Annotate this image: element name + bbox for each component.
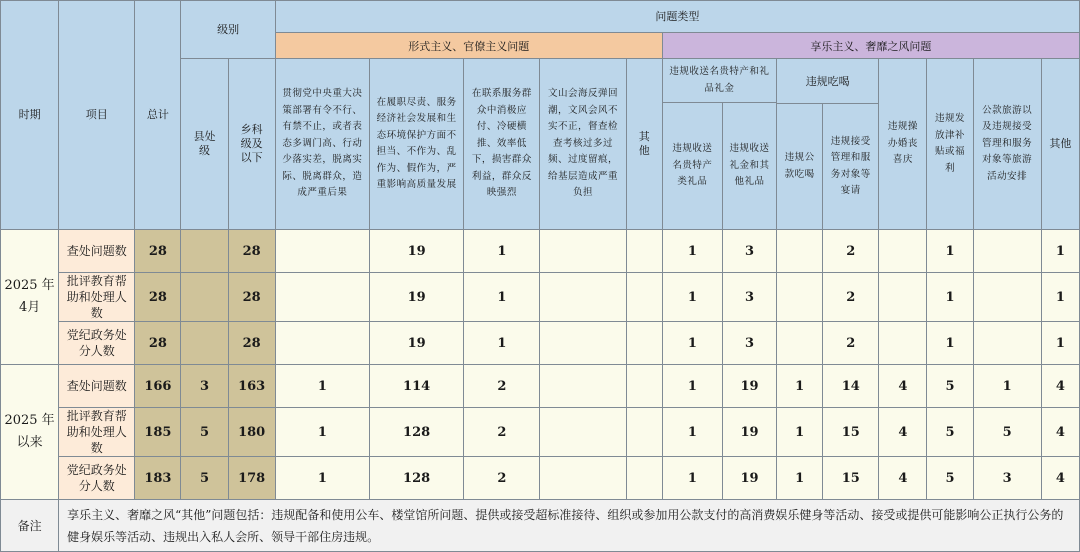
value-cell: 128 <box>369 408 463 457</box>
value-cell <box>626 273 662 322</box>
value-cell: 2 <box>823 230 879 273</box>
value-cell <box>540 230 626 273</box>
period-cell: 2025 年 4月 <box>1 230 59 365</box>
township-cell: 180 <box>228 408 275 457</box>
value-cell: 4 <box>1041 408 1079 457</box>
value-cell: 1 <box>662 230 722 273</box>
value-cell <box>879 273 927 322</box>
value-cell <box>540 273 626 322</box>
note-label: 备注 <box>1 500 59 552</box>
value-cell: 1 <box>927 273 973 322</box>
header-gifts-col-specialty: 违规收送名贵特产类礼品 <box>662 103 722 230</box>
value-cell: 5 <box>927 365 973 408</box>
value-cell: 15 <box>823 408 879 457</box>
value-cell <box>626 408 662 457</box>
header-hedonism-col-weddings: 违规操办婚丧喜庆 <box>879 59 927 230</box>
table-row <box>1 230 1080 273</box>
value-cell <box>626 230 662 273</box>
value-cell <box>626 457 662 500</box>
item-cell: 查处问题数 <box>59 365 135 408</box>
value-cell: 1 <box>464 230 540 273</box>
table-row <box>1 365 1080 408</box>
header-dining-group: 违规吃喝 <box>777 59 879 104</box>
header-level-county: 县处级 <box>181 59 228 230</box>
value-cell: 1 <box>464 273 540 322</box>
value-cell: 14 <box>823 365 879 408</box>
value-cell <box>626 322 662 365</box>
value-cell <box>626 365 662 408</box>
township-cell: 178 <box>228 457 275 500</box>
header-formalism-col-4: 文山会海反弹回潮，文风会风不实不正，督查检查考核过多过频、过度留痕，给基层造成严重负担 <box>540 59 626 230</box>
county-cell <box>181 230 228 273</box>
county-cell <box>181 322 228 365</box>
header-formalism-col-2: 在履职尽责、服务经济社会发展和生态环境保护方面不担当、不作为、乱作为、假作为，严重影响高质量发展 <box>369 59 463 230</box>
value-cell: 4 <box>1041 457 1079 500</box>
value-cell: 1 <box>464 322 540 365</box>
total-cell: 185 <box>135 408 181 457</box>
value-cell: 1 <box>777 408 823 457</box>
township-cell: 28 <box>228 322 275 365</box>
table-row <box>1 408 1080 457</box>
header-hedonism-col-travel: 公款旅游以及违规接受管理和服务对象等旅游活动安排 <box>973 59 1041 230</box>
header-formalism-col-3: 在联系服务群众中消极应付、冷硬横推、效率低下，损害群众利益，群众反映强烈 <box>464 59 540 230</box>
value-cell: 1 <box>662 408 722 457</box>
value-cell: 5 <box>927 408 973 457</box>
value-cell: 1 <box>275 457 369 500</box>
header-period: 时期 <box>1 1 59 230</box>
item-cell: 批评教育帮助和处理人数 <box>59 408 135 457</box>
value-cell: 128 <box>369 457 463 500</box>
header-total: 总计 <box>135 1 181 230</box>
value-cell: 1 <box>275 365 369 408</box>
value-cell: 3 <box>722 273 776 322</box>
value-cell: 19 <box>722 408 776 457</box>
county-cell: 3 <box>181 365 228 408</box>
value-cell <box>540 457 626 500</box>
item-cell: 批评教育帮助和处理人数 <box>59 273 135 322</box>
period-cell: 2025 年 以来 <box>1 365 59 500</box>
header-formalism-group: 形式主义、官僚主义问题 <box>275 33 662 59</box>
value-cell: 3 <box>973 457 1041 500</box>
total-cell: 28 <box>135 230 181 273</box>
township-cell: 28 <box>228 230 275 273</box>
value-cell: 1 <box>1041 273 1079 322</box>
table-row <box>1 457 1080 500</box>
total-cell: 28 <box>135 322 181 365</box>
value-cell <box>777 230 823 273</box>
value-cell <box>777 273 823 322</box>
header-dining-col-banquet: 违规接受管理和服务对象等宴请 <box>823 104 879 230</box>
header-dining-col-public: 违规公款吃喝 <box>777 104 823 230</box>
value-cell <box>973 230 1041 273</box>
header-item: 项目 <box>59 1 135 230</box>
header-gifts-col-cash: 违规收送礼金和其他礼品 <box>722 103 776 230</box>
value-cell: 1 <box>1041 230 1079 273</box>
value-cell <box>540 365 626 408</box>
value-cell <box>540 322 626 365</box>
item-cell: 党纪政务处分人数 <box>59 457 135 500</box>
note-text: 享乐主义、奢靡之风“其他”问题包括：违规配备和使用公车、楼堂馆所问题、提供或接受超标准接待、组织或参加用公款支付的高消费娱乐健身等活动、接受或提供可能影响公正执行公务的健身娱乐等活动、违规出入私人会所、领导干部住房违规。 <box>59 500 1080 552</box>
value-cell: 19 <box>369 230 463 273</box>
header-level-township: 乡科级及以下 <box>228 59 275 230</box>
value-cell: 2 <box>823 273 879 322</box>
county-cell: 5 <box>181 408 228 457</box>
value-cell: 4 <box>879 408 927 457</box>
total-cell: 28 <box>135 273 181 322</box>
township-cell: 163 <box>228 365 275 408</box>
value-cell: 114 <box>369 365 463 408</box>
value-cell: 1 <box>662 322 722 365</box>
county-cell: 5 <box>181 457 228 500</box>
value-cell: 1 <box>777 457 823 500</box>
value-cell: 3 <box>722 322 776 365</box>
county-cell <box>181 273 228 322</box>
value-cell <box>275 322 369 365</box>
header-gifts-group: 违规收送名贵特产和礼品礼金 <box>662 59 776 103</box>
value-cell: 1 <box>662 365 722 408</box>
value-cell: 4 <box>1041 365 1079 408</box>
value-cell: 19 <box>722 365 776 408</box>
note-row <box>1 500 1080 552</box>
value-cell <box>973 273 1041 322</box>
header-hedonism-col-other: 其他 <box>1041 59 1079 230</box>
header-formalism-col-1: 贯彻党中央重大决策部署有令不行、有禁不止，或者表态多调门高、行动少落实差，脱离实际、脱离群众，造成严重后果 <box>275 59 369 230</box>
item-cell: 党纪政务处分人数 <box>59 322 135 365</box>
header-hedonism-group: 享乐主义、奢靡之风问题 <box>662 33 1079 59</box>
township-cell: 28 <box>228 273 275 322</box>
total-cell: 166 <box>135 365 181 408</box>
value-cell <box>879 322 927 365</box>
value-cell: 4 <box>879 457 927 500</box>
value-cell: 4 <box>879 365 927 408</box>
value-cell <box>275 230 369 273</box>
value-cell: 2 <box>464 408 540 457</box>
value-cell: 1 <box>1041 322 1079 365</box>
value-cell: 1 <box>927 230 973 273</box>
value-cell <box>540 408 626 457</box>
value-cell: 1 <box>777 365 823 408</box>
value-cell: 1 <box>662 273 722 322</box>
value-cell: 19 <box>369 273 463 322</box>
value-cell: 3 <box>722 230 776 273</box>
value-cell: 1 <box>662 457 722 500</box>
value-cell: 1 <box>275 408 369 457</box>
header-problem-type: 问题类型 <box>275 1 1079 33</box>
value-cell: 1 <box>973 365 1041 408</box>
value-cell: 19 <box>369 322 463 365</box>
value-cell <box>879 230 927 273</box>
value-cell <box>275 273 369 322</box>
value-cell: 2 <box>464 365 540 408</box>
value-cell: 2 <box>823 322 879 365</box>
value-cell: 5 <box>927 457 973 500</box>
value-cell <box>777 322 823 365</box>
header-level: 级别 <box>181 1 275 59</box>
header-hedonism-col-subsidies: 违规发放津补贴或福利 <box>927 59 973 230</box>
value-cell: 5 <box>973 408 1041 457</box>
value-cell <box>973 322 1041 365</box>
value-cell: 15 <box>823 457 879 500</box>
header-formalism-col-other: 其他 <box>626 59 662 230</box>
value-cell: 2 <box>464 457 540 500</box>
table-row <box>1 322 1080 365</box>
value-cell: 19 <box>722 457 776 500</box>
total-cell: 183 <box>135 457 181 500</box>
item-cell: 查处问题数 <box>59 230 135 273</box>
table-row <box>1 273 1080 322</box>
value-cell: 1 <box>927 322 973 365</box>
